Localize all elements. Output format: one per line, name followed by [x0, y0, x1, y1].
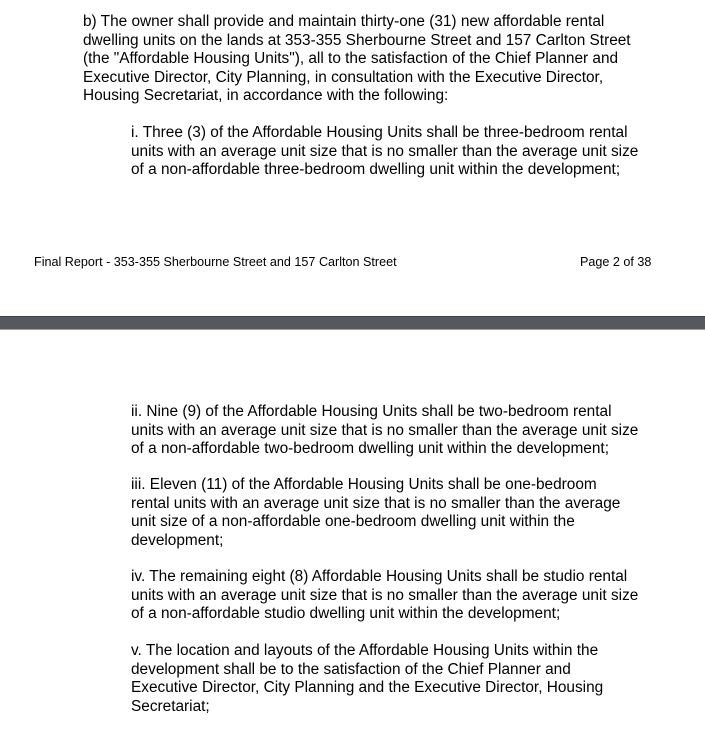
page-number: Page 2 of 38 — [580, 255, 652, 269]
list-item-v: v. The location and layouts of the Affordable Housing Units within the development shall be to the satisfaction of the Chief Planner and Executive Director, City Planning and the Executive Director, Housing Secretariat; — [131, 642, 604, 715]
page-footer-title: Final Report - 353-355 Sherbourne Street and 157 Carlton Street — [34, 255, 397, 269]
paragraph-b: b) The owner shall provide and maintain thirty-one (31) new affordable rental dwelling units on the lands at 353-355 Sherbourne Street and 157 Carlton Street (the "Affordable Housing Units"), all to the satisfaction of the Chief Planner and Executive Director, City Planning, in consultation with the Executive Director, Housing Secretariat, in accordance with the following: — [83, 13, 631, 105]
list-item-iv: iv. The remaining eight (8) Affordable Housing Units shall be studio rental units with an average unit size that is no smaller than the average unit size of a non-affordable studio dwelling unit within the development; — [131, 568, 639, 623]
document-page-3 — [0, 330, 705, 736]
list-item-i: i. Three (3) of the Affordable Housing Units shall be three-bedroom rental units with an average unit size that is no smaller than the average unit size of a non-affordable three-bedroom dwelling unit within the development; — [131, 124, 639, 179]
page-separator — [0, 316, 705, 330]
list-item-ii: ii. Nine (9) of the Affordable Housing Units shall be two-bedroom rental units with an average unit size that is no smaller than the average unit size of a non-affordable two-bedroom dwelling unit within the development; — [131, 403, 639, 458]
list-item-iii: iii. Eleven (11) of the Affordable Housing Units shall be one-bedroom rental units with an average unit size that is no smaller than the average unit size of a non-affordable one-bedroom dwelling unit within the development; — [131, 476, 621, 549]
document-page-2 — [0, 0, 705, 316]
